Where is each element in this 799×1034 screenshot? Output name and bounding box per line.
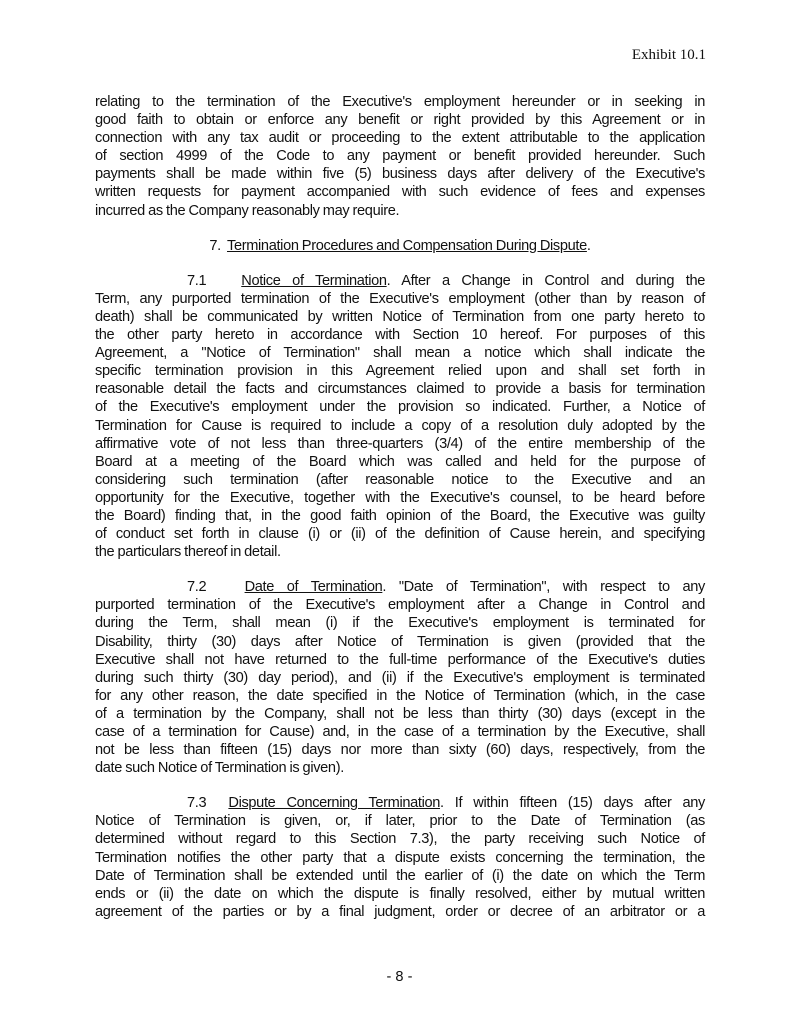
text-line: of conduct set forth in clause (i) or (ii) of the definition of Cause herein, and specifying bbox=[95, 526, 705, 543]
text-line: determined without regard to this Section 7.3), the party receiving such Notice of bbox=[95, 831, 705, 848]
text-line: Date of Termination shall be extended until the earlier of (i) the date on which the Term bbox=[95, 867, 705, 884]
text-line: during the Term, shall mean (i) if the Executive's employment is terminated for bbox=[95, 615, 705, 632]
text-line: the particulars thereof in detail. bbox=[95, 544, 281, 561]
first-line-text: . After a Change in Control and during the bbox=[386, 272, 705, 289]
text-line: ends or (ii) the date on which the dispute is finally resolved, either by mutual written bbox=[95, 885, 705, 902]
text-line: incurred as the Company reasonably may require. bbox=[95, 202, 400, 219]
section-7-heading bbox=[95, 237, 705, 255]
text-line: the Board) finding that, in the good faith opinion of the Board, the Executive was guilty bbox=[95, 507, 705, 524]
section-7-3-paragraph bbox=[95, 794, 705, 921]
text-line: affirmative vote of not less than three-quarters (3/4) of the entire membership of the bbox=[95, 435, 705, 452]
text-line: the other party hereto in accordance with Section 10 hereof. For purposes of this bbox=[95, 327, 705, 344]
text-line: Agreement, a "Notice of Termination" shall mean a notice which shall indicate the bbox=[95, 345, 705, 362]
section-title: Termination Procedures and Compensation During Dispute bbox=[227, 237, 587, 254]
text-line: for any other reason, the date specified in the Notice of Termination (which, in the case bbox=[95, 687, 705, 704]
subsection-number: 7.1 bbox=[187, 272, 207, 289]
text-line: specific termination provision in this Agreement relied upon and shall set forth in bbox=[95, 363, 705, 380]
text-line: of the Executive's employment under the provision so indicated. Further, a Notice of bbox=[95, 399, 705, 416]
text-line: Termination notifies the other party that a dispute exists concerning the termination, the bbox=[95, 849, 705, 866]
subsection-title: Dispute Concerning Termination bbox=[228, 795, 441, 812]
section-number: 7. bbox=[209, 237, 221, 254]
text-line: Termination for Cause is required to include a copy of a resolution duly adopted by the bbox=[95, 417, 705, 434]
text-line: payments shall be made within five (5) business days after delivery of the Executive's bbox=[95, 166, 705, 183]
text-line: case of a termination for Cause) and, in the case of a termination by the Executive, shall bbox=[95, 724, 705, 740]
text-line: connection with any tax audit or proceeding to the extent attributable to the application bbox=[95, 130, 705, 147]
text-line: Executive shall not have returned to the full-time performance of the Executive's duties bbox=[95, 651, 705, 668]
text-line: Notice of Termination is given, or, if later, prior to the Date of Termination (as bbox=[95, 813, 705, 830]
text-line: death) shall be communicated by written Notice of Termination from one party hereto to bbox=[95, 308, 705, 325]
continuation-paragraph bbox=[95, 93, 705, 220]
section-7-1-paragraph bbox=[95, 272, 705, 562]
section-7-2-paragraph bbox=[95, 578, 705, 777]
text-line: during such thirty (30) day period), and (ii) if the Executive's employment is terminated bbox=[95, 669, 705, 686]
text-line: good faith to obtain or enforce any benefit or right provided by this Agreement or in bbox=[95, 112, 705, 129]
text-line: not be less than fifteen (15) days nor more than sixty (60) days, respectively, from the bbox=[95, 742, 705, 759]
subsection-number: 7.2 bbox=[187, 579, 207, 596]
document-body bbox=[95, 93, 705, 938]
subsection-title: Date of Termination bbox=[244, 579, 383, 596]
text-line: relating to the termination of the Executive's employment hereunder or in seeking in bbox=[95, 94, 705, 110]
first-line-text: . If within fifteen (15) days after any bbox=[440, 795, 705, 812]
text-line: purported termination of the Executive's employment after a Change in Control and bbox=[95, 597, 705, 614]
first-line-text: . "Date of Termination", with respect to any bbox=[382, 579, 705, 596]
paragraph-first-line bbox=[95, 578, 705, 596]
section-heading-line bbox=[95, 237, 705, 255]
text-line: date such Notice of Termination is given). bbox=[95, 760, 344, 777]
text-line: Disability, thirty (30) days after Notice of Termination is given (provided that the bbox=[95, 633, 705, 650]
text-line: reasonable detail the facts and circumstances claimed to provide a basis for termination bbox=[95, 381, 705, 398]
text-line: Term, any purported termination of the Executive's employment (other than by reason of bbox=[95, 290, 705, 307]
paragraph-first-line bbox=[95, 272, 705, 290]
subsection-title: Notice of Termination bbox=[241, 272, 387, 289]
subsection-number: 7.3 bbox=[187, 795, 207, 812]
exhibit-label: Exhibit 10.1 bbox=[631, 47, 706, 63]
text-line: opportunity for the Executive, together with the Executive's counsel, to be heard before bbox=[95, 489, 705, 506]
section-title-period: . bbox=[586, 237, 591, 254]
text-line: agreement of the parties or by a final judgment, order or decree of an arbitrator or a bbox=[95, 903, 705, 920]
text-line: of section 4999 of the Code to any payment or benefit provided hereunder. Such bbox=[95, 148, 705, 165]
text-line: of a termination by the Company, shall not be less than thirty (30) days (except in the bbox=[95, 705, 705, 722]
text-line: considering such termination (after reasonable notice to the Executive and an bbox=[95, 471, 705, 488]
text-line: written requests for payment accompanied with such evidence of fees and expenses bbox=[95, 184, 705, 201]
paragraph-first-line bbox=[95, 794, 705, 812]
page-number: - 8 - bbox=[386, 969, 413, 985]
text-line: Board at a meeting of the Board which was called and held for the purpose of bbox=[95, 453, 705, 470]
